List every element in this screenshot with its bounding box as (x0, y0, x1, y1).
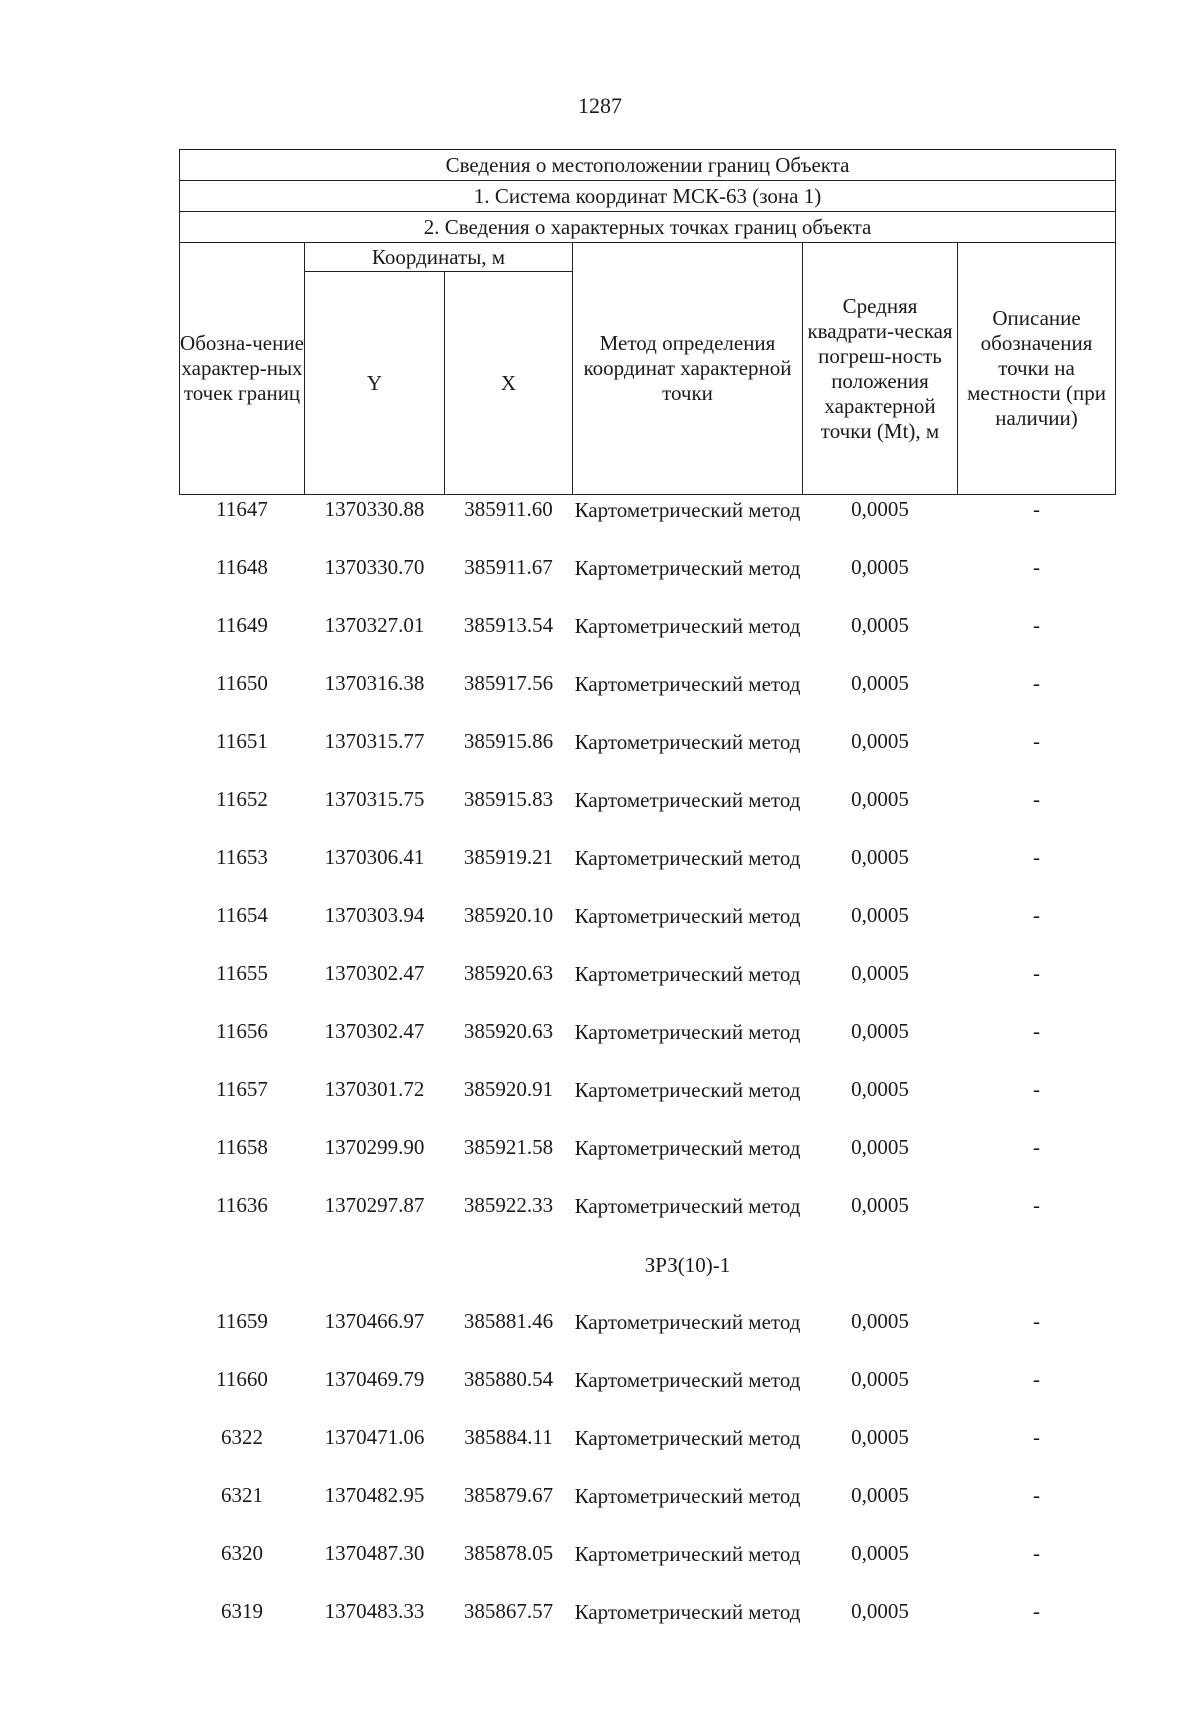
table-row (180, 959, 1116, 1017)
method: Картометрический метод (574, 1368, 801, 1392)
point-id: 11657 (216, 1077, 268, 1101)
point-description: - (1033, 1541, 1041, 1565)
coord-x: 385878.05 (463, 1541, 554, 1565)
point-description: - (1033, 1019, 1041, 1043)
coord-x: 385913.54 (463, 613, 554, 637)
coord-x: 385884.11 (464, 1425, 553, 1449)
point-description: - (1033, 613, 1041, 637)
coord-y: 1370306.41 (324, 845, 425, 869)
coord-y: 1370315.77 (324, 729, 425, 753)
table-row (180, 843, 1116, 901)
coord-x: 385915.86 (463, 729, 554, 753)
method: Картометрический метод (574, 556, 801, 580)
method: Картометрический метод (574, 730, 801, 754)
coordinate-system: 1. Система координат МСК-63 (зона 1) (180, 181, 1116, 212)
error-value: 0,0005 (851, 1425, 909, 1449)
coord-x: 385920.10 (463, 903, 554, 927)
table-row (180, 1133, 1116, 1191)
point-description: - (1033, 845, 1041, 869)
table-row (180, 901, 1116, 959)
table-header (180, 150, 1116, 495)
method: Картометрический метод (574, 904, 801, 928)
section-label: ЗРЗ(10)-1 (644, 1253, 731, 1277)
table-row (180, 495, 1116, 554)
error-value: 0,0005 (851, 1135, 909, 1159)
point-description: - (1033, 1425, 1041, 1449)
table-row (180, 1481, 1116, 1539)
point-description: - (1033, 1193, 1041, 1217)
point-id: 6322 (221, 1425, 263, 1449)
point-id: 11648 (216, 555, 268, 579)
error-value: 0,0005 (851, 1019, 909, 1043)
table-title: Сведения о местоположении границ Объекта (180, 150, 1116, 181)
coord-y: 1370487.30 (324, 1541, 425, 1565)
method: Картометрический метод (574, 788, 801, 812)
error-value: 0,0005 (851, 1541, 909, 1565)
coord-y: 1370330.88 (324, 497, 425, 521)
coord-x: 385921.58 (463, 1135, 554, 1159)
coord-x: 385917.56 (463, 671, 554, 695)
coord-x: 385880.54 (463, 1367, 554, 1391)
point-id: 11647 (216, 497, 268, 521)
method: Картометрический метод (574, 1194, 801, 1218)
method: Картометрический метод (574, 1310, 801, 1334)
point-id: 11656 (216, 1019, 268, 1043)
coord-y: 1370482.95 (324, 1483, 425, 1507)
point-description: - (1033, 787, 1041, 811)
method: Картометрический метод (574, 962, 801, 986)
table-row (180, 553, 1116, 611)
error-value: 0,0005 (851, 1309, 909, 1333)
point-id: 6319 (221, 1599, 263, 1623)
coord-y: 1370301.72 (324, 1077, 425, 1101)
error-value: 0,0005 (851, 1077, 909, 1101)
method: Картометрический метод (574, 1078, 801, 1102)
coord-y: 1370297.87 (324, 1193, 425, 1217)
col-x-header: X (445, 272, 573, 495)
method: Картометрический метод (574, 1020, 801, 1044)
coord-y: 1370327.01 (324, 613, 425, 637)
point-description: - (1033, 961, 1041, 985)
method: Картометрический метод (574, 1136, 801, 1160)
method: Картометрический метод (574, 1484, 801, 1508)
point-id: 11650 (216, 671, 268, 695)
error-value: 0,0005 (851, 961, 909, 985)
error-value: 0,0005 (851, 613, 909, 637)
coord-y: 1370303.94 (324, 903, 425, 927)
page-number: 1287 (578, 93, 622, 118)
col-y-header: Y (305, 272, 445, 495)
section-label-group (180, 1249, 1116, 1307)
point-description: - (1033, 1599, 1041, 1623)
error-value: 0,0005 (851, 1193, 909, 1217)
coord-y: 1370315.75 (324, 787, 425, 811)
section-heading: 2. Сведения о характерных точках границ объекта (180, 212, 1116, 243)
point-id: 11653 (216, 845, 268, 869)
method: Картометрический метод (574, 1542, 801, 1566)
method: Картометрический метод (574, 614, 801, 638)
error-value: 0,0005 (851, 1367, 909, 1391)
header-row-section (180, 212, 1116, 243)
point-description: - (1033, 903, 1041, 927)
method: Картометрический метод (574, 1600, 801, 1624)
coord-y: 1370302.47 (324, 961, 425, 985)
coord-x: 385911.60 (464, 497, 553, 521)
coord-x: 385920.91 (463, 1077, 554, 1101)
table-row (180, 1597, 1116, 1655)
col-designation-header: Обозна-чение характер-ных точек границ (180, 243, 305, 495)
error-value: 0,0005 (851, 671, 909, 695)
error-value: 0,0005 (851, 1599, 909, 1623)
point-id: 11649 (216, 613, 268, 637)
coord-y: 1370483.33 (324, 1599, 425, 1623)
method: Картометрический метод (574, 672, 801, 696)
table-row (180, 1423, 1116, 1481)
error-value: 0,0005 (851, 555, 909, 579)
coord-y: 1370466.97 (324, 1309, 425, 1333)
coord-x: 385911.67 (464, 555, 553, 579)
error-value: 0,0005 (851, 497, 909, 521)
error-value: 0,0005 (851, 903, 909, 927)
point-id: 6320 (221, 1541, 263, 1565)
coord-y: 1370471.06 (324, 1425, 425, 1449)
point-id: 11651 (216, 729, 268, 753)
point-id: 11652 (216, 787, 268, 811)
point-description: - (1033, 1309, 1041, 1333)
point-description: - (1033, 555, 1041, 579)
coord-y: 1370469.79 (324, 1367, 425, 1391)
table-row (180, 1075, 1116, 1133)
table-row (180, 1017, 1116, 1075)
coord-x: 385879.67 (463, 1483, 554, 1507)
point-id: 11658 (216, 1135, 268, 1159)
coord-y: 1370299.90 (324, 1135, 425, 1159)
coord-y: 1370330.70 (324, 555, 425, 579)
method: Картометрический метод (574, 1426, 801, 1450)
col-coords-header: Координаты, м (305, 243, 573, 272)
point-id: 11655 (216, 961, 268, 985)
point-description: - (1033, 729, 1041, 753)
point-description: - (1033, 497, 1041, 521)
coord-x: 385920.63 (463, 1019, 554, 1043)
point-id: 11659 (216, 1309, 268, 1333)
error-value: 0,0005 (851, 1483, 909, 1507)
error-value: 0,0005 (851, 787, 909, 811)
point-description: - (1033, 1367, 1041, 1391)
table-row (180, 611, 1116, 669)
col-error-header: Средняя квадрати-ческая погреш-ность положения характерной точки (Mt), м (803, 243, 958, 495)
coord-x: 385922.33 (463, 1193, 554, 1217)
point-description: - (1033, 1483, 1041, 1507)
point-description: - (1033, 671, 1041, 695)
error-value: 0,0005 (851, 845, 909, 869)
col-method-header: Метод определения координат характерной точки (573, 243, 803, 495)
header-row-columns (180, 243, 1116, 272)
point-id: 11660 (216, 1367, 268, 1391)
table-row (180, 1539, 1116, 1597)
error-value: 0,0005 (851, 729, 909, 753)
table-body-1 (180, 495, 1116, 1250)
table-row (180, 669, 1116, 727)
coord-y: 1370302.47 (324, 1019, 425, 1043)
point-id: 11636 (216, 1193, 268, 1217)
table-row (180, 727, 1116, 785)
coordinates-table (179, 149, 1116, 1655)
coord-x: 385881.46 (463, 1309, 554, 1333)
col-description-header: Описание обозначения точки на местности (при наличии) (958, 243, 1116, 495)
point-description: - (1033, 1077, 1041, 1101)
table-row (180, 785, 1116, 843)
point-id: 11654 (216, 903, 268, 927)
table-row (180, 1307, 1116, 1365)
coord-x: 385867.57 (463, 1599, 554, 1623)
coord-x: 385919.21 (463, 845, 554, 869)
coordinates-table-wrapper (179, 149, 1115, 1655)
header-row-system (180, 181, 1116, 212)
table-row (180, 1191, 1116, 1249)
section-row (180, 1249, 1116, 1307)
point-id: 6321 (221, 1483, 263, 1507)
coord-x: 385915.83 (463, 787, 554, 811)
coord-y: 1370316.38 (324, 671, 425, 695)
point-description: - (1033, 1135, 1041, 1159)
method: Картометрический метод (574, 498, 801, 522)
table-body-2 (180, 1307, 1116, 1655)
header-row-title (180, 150, 1116, 181)
coord-x: 385920.63 (463, 961, 554, 985)
table-row (180, 1365, 1116, 1423)
method: Картометрический метод (574, 846, 801, 870)
